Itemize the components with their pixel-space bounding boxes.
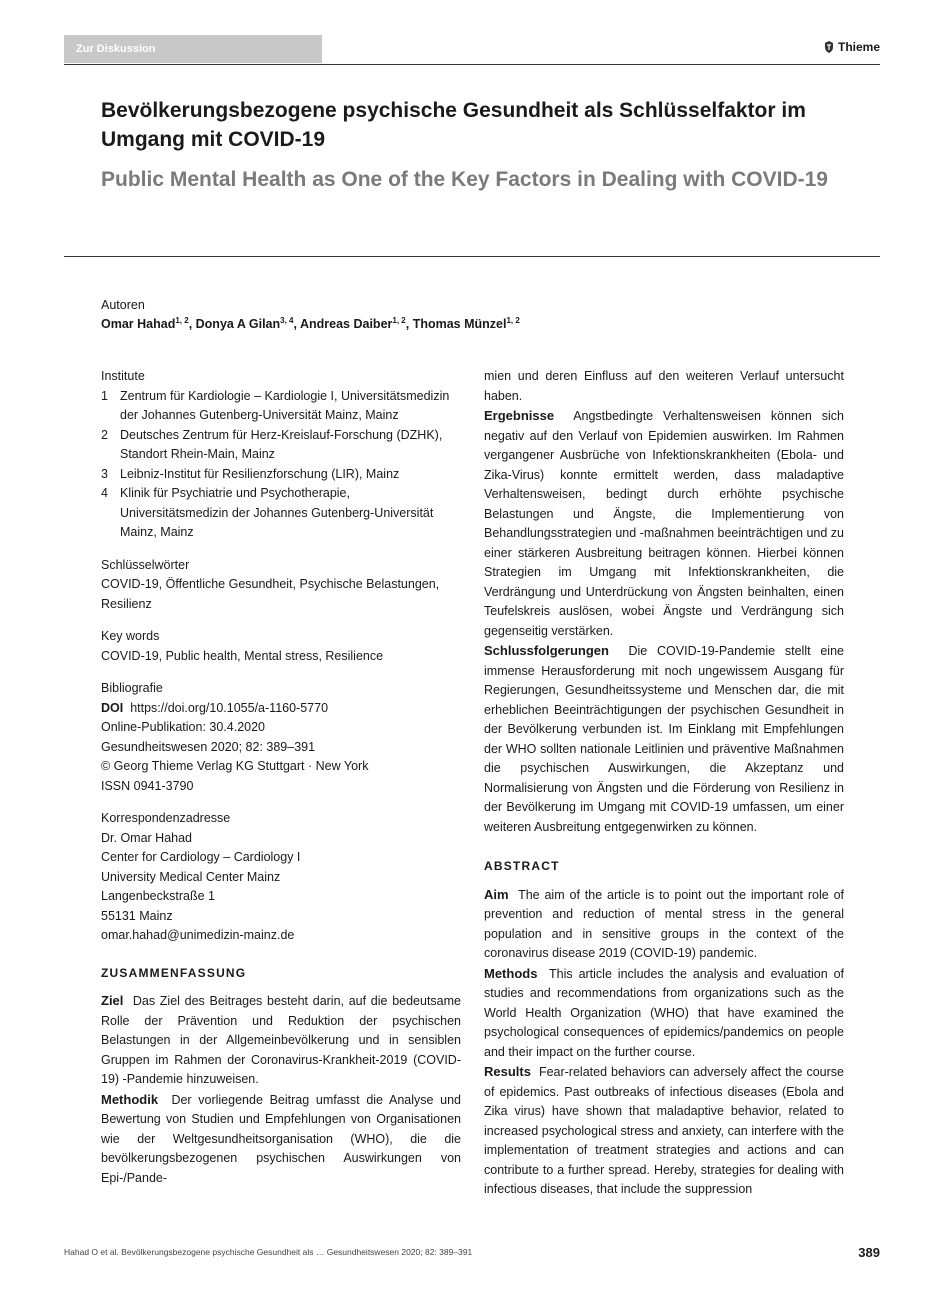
abstract-heading: ABSTRACT: [484, 859, 560, 873]
footer-citation: Hahad O et al. Bevölkerungsbezogene psychische Gesundheit als … Gesundheitswesen 2020; 82: 389–391: [64, 1247, 473, 1257]
bibliography-heading: Bibliografie: [101, 681, 163, 695]
author: Andreas Daiber$^{1, 2}$,: [299, 316, 413, 332]
right-column: [484, 367, 844, 1200]
authors-heading: Autoren: [101, 298, 145, 312]
keywords-en-block: [101, 627, 461, 666]
correspondence-line: Center for Cardiology – Cardiology I: [101, 850, 301, 864]
list-item: 3 Leibniz-Institut für Resilienzforschung (LIR), Mainz: [101, 466, 400, 481]
keywords-en-text: COVID-19, Public health, Mental stress, Resilience: [101, 648, 384, 663]
thieme-logo-icon: [824, 41, 834, 53]
author: Omar Hahad$^{1, 2}$,: [101, 316, 196, 332]
methodik-paragraph: Methodik Der vorliegende Beitrag umfasst die Analyse und Bewertung von Studien und Empfehlungen von Organisationen wie der Weltgesundheitsorganisation (WHO), die die bevölkerungsbezogenen psychischen Auswirkungen von Epi-/Pande-: [101, 1091, 461, 1185]
institutes-list: [101, 387, 461, 543]
list-item: 1 Zentrum für Kardiologie – Kardiologie I, Universitätsmedizin der Johannes Gutenberg-Universität Mainz, Mainz: [101, 388, 450, 422]
abstract-block: [484, 857, 844, 1200]
page-number: 389: [858, 1245, 880, 1260]
correspondence-line: Langenbeckstraße 1: [101, 889, 215, 903]
results-paragraph: Results Fear-related behaviors can adversely affect the course of epidemics. Past outbreaks of infectious diseases (Ebola and Zika virus) have shown that maladaptive behavior, related to increased psychological stress and anxiety, can interfere with the implementation of treatment strategies and actions and can contribute to a further spread. Hereby, strategies for dealing with infectious diseases, that include the suppression: [484, 1064, 844, 1196]
header-rule: [64, 64, 880, 65]
copyright: © Georg Thieme Verlag KG Stuttgart · New York: [101, 759, 369, 773]
keywords-de-text: COVID-19, Öffentliche Gesundheit, Psychische Belastungen, Resilienz: [101, 577, 440, 611]
institutes-heading: Institute: [101, 369, 145, 383]
list-item: 2 Deutsches Zentrum für Herz-Kreislauf-Forschung (DZHK), Standort Rhein-Main, Mainz: [101, 427, 443, 461]
online-date: Online-Publikation: 30.4.2020: [101, 720, 266, 734]
section-tag: Zur Diskussion: [64, 35, 322, 63]
ergebnisse-paragraph: Ergebnisse Angstbedingte Verhaltensweisen können sich negativ auf den Verlauf von Epidemien auswirken. Im Rahmen vergangener Ausbrüche von Infektionskrankheiten (Ebola- und Zika-Virus) konnte ermittelt werden, dass maladaptive Verhaltensweisen, bedingt durch erhöhte psychische Belastungen und Ängste, die Implementierung von Behandlungsstrategien und -maßnahmen beeinträchtigen und zu einer stärkeren Ausbreitung beitragen können. Hierbei können Strategien im Umgang mit Infektionskrankheiten, die Verdrängung und Unterdrückung von Ängsten beinhalten, einen Teufelskreis auslösen, wobei Ängste und Verdrängung sich gegenseitig verstärken.: [484, 408, 844, 638]
list-item: 4 Klinik für Psychiatrie und Psychotherapie, Universitätsmedizin der Johannes Gutenberg-Universität Mainz, Mainz: [101, 486, 434, 539]
title-rule: [64, 256, 880, 257]
zusammenfassung-heading: ZUSAMMENFASSUNG: [101, 965, 247, 980]
bibliography-block: [101, 679, 461, 796]
ziel-paragraph: Ziel Das Ziel des Beitrages besteht darin, auf die bedeutsame Rolle der Prävention und Reduktion der psychischen Belastungen in der Allgemeinbevölkerung und in sensiblen Gruppen im Rahmen der Coronavirus-Krankheit-2019 (COVID-19) -Pandemie hinzuweisen.: [101, 993, 461, 1086]
doi-line: DOI https://doi.org/10.1055/a-1160-5770: [101, 700, 329, 715]
authors-list: [101, 316, 520, 331]
journal-ref: Gesundheitswesen 2020; 82: 389–391: [101, 739, 316, 754]
publisher-logo: [824, 40, 880, 54]
correspondence-line: Dr. Omar Hahad: [101, 830, 193, 845]
issn: ISSN 0941-3790: [101, 778, 194, 793]
publisher-name: Thieme: [837, 40, 880, 54]
aim-paragraph: Aim The aim of the article is to point out the important role of prevention and reduction of mental stress in the general population and in sensitive groups in the context of the coronavirus disease 2019 (COVID-19) pandemic.: [484, 886, 844, 960]
author: Donya A Gilan$^{3, 4}$,: [195, 316, 300, 332]
methodik-continued: mien und deren Einfluss auf den weiteren Verlauf untersucht haben.: [484, 369, 844, 403]
title-english: Public Mental Health as One of the Key Factors in Dealing with COVID-19: [101, 168, 828, 191]
methods-paragraph: Methods This article includes the analysis and evaluation of studies and recommendations from organizations such as the World Health Organization (WHO) that have examined the psychological consequences of epidemics/pandemics on people and their impact on the further course.: [484, 965, 844, 1059]
keywords-de-heading: Schlüsselwörter: [101, 557, 190, 572]
author: Thomas Münzel$^{1, 2}$: [412, 316, 520, 332]
left-column: [101, 367, 461, 1188]
keywords-de-block: [101, 556, 461, 615]
schlussfolgerungen-paragraph: Schlussfolgerungen Die COVID-19-Pandemie stellt eine immense Herausforderung mit noch ungewissem Ausgang für Regierungen, Gesundheitssysteme und Menschen dar, die mit erheblichen Beeinträchtigungen der psychischen Gesundheit in der Bevölkerung verbunden ist. Im Einklang mit Empfehlungen der WHO sollten nationale Leitlinien und präventive Maßnahmen die psychischen Auswirkungen, die Akzeptanz und Normalisierung von Ängsten und die Förderung von Resilienz in der Bevölkerung im Umgang mit COVID-19 umfassen, um einer weiteren Ausbreitung entgegenwirken zu können.: [484, 643, 844, 834]
correspondence-block: [101, 809, 461, 946]
correspondence-heading: Korrespondenzadresse: [101, 811, 231, 825]
title-german: Bevölkerungsbezogene psychische Gesundheit als Schlüsselfaktor im Umgang mit COVID-19: [101, 99, 806, 151]
keywords-en-heading: Key words: [101, 629, 160, 643]
correspondence-line: University Medical Center Mainz: [101, 869, 281, 884]
email-link[interactable]: omar.hahad@unimedizin-mainz.de: [101, 928, 295, 942]
correspondence-line: 55131 Mainz: [101, 908, 173, 923]
zusammenfassung-block: [101, 964, 461, 1189]
institutes-block: [101, 367, 461, 543]
doi-link[interactable]: https://doi.org/10.1055/a-1160-5770: [130, 700, 329, 715]
